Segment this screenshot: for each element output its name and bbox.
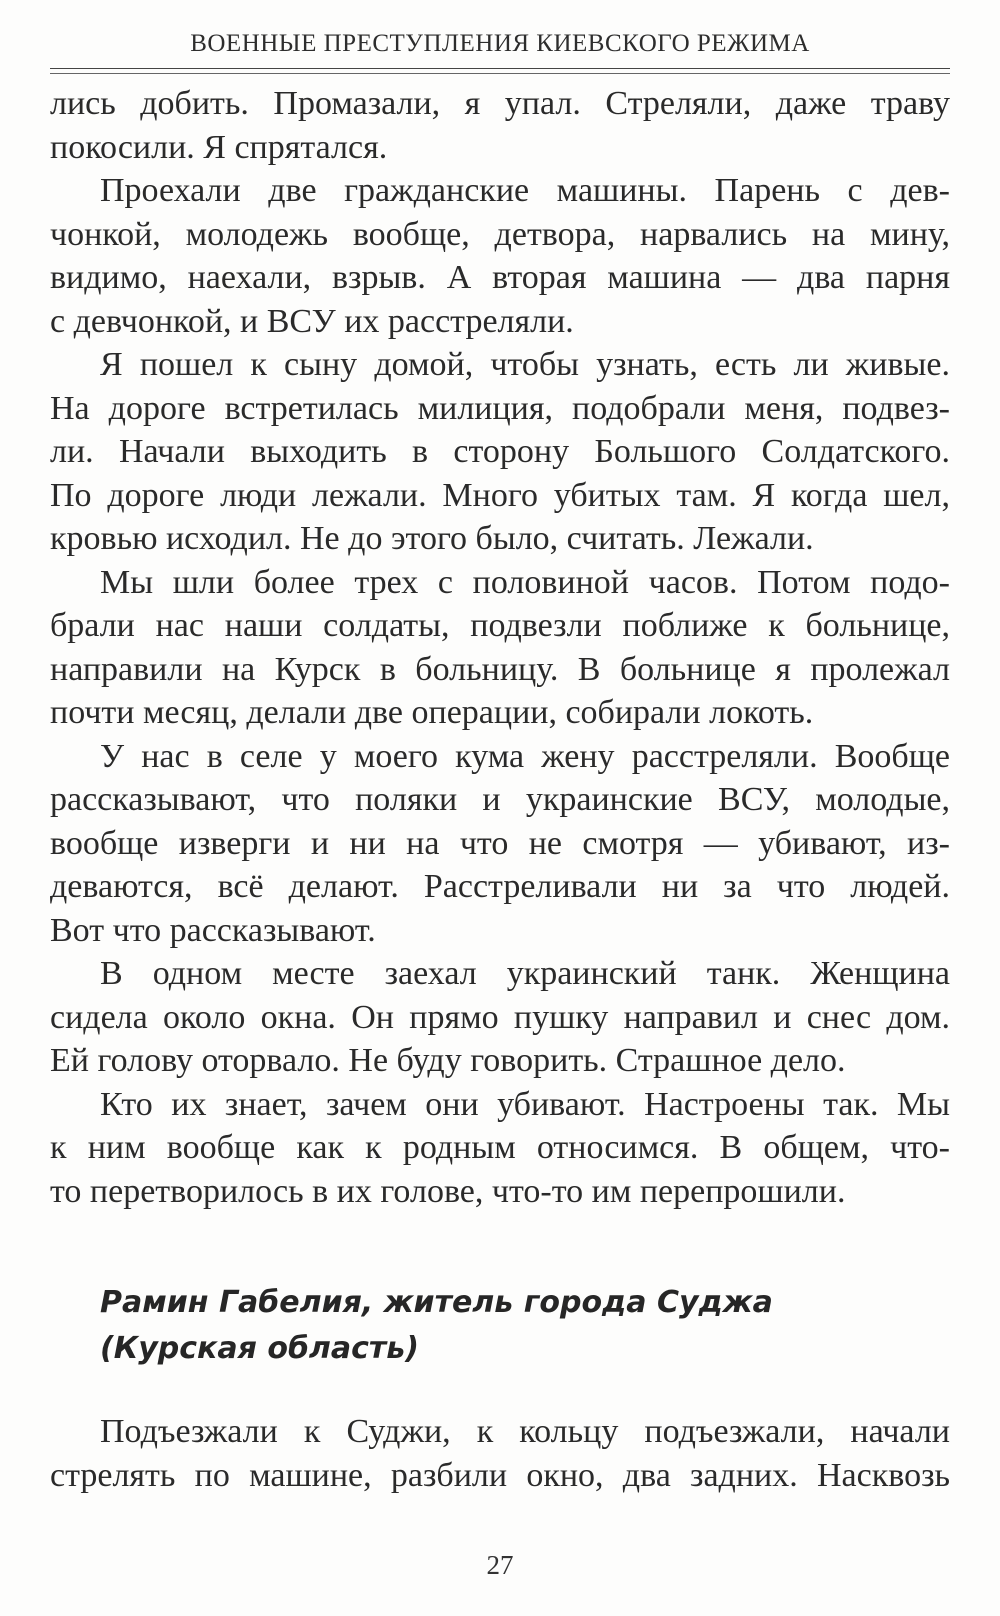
text-line: деваются, всё делают. Расстреливали ни за что людей. [50, 868, 950, 905]
section-heading-line: (Курская область) [100, 1331, 419, 1366]
page-number: 27 [486, 1550, 514, 1580]
text-line: ли. Начали выходить в сторону Большого Солдатского. [50, 433, 950, 470]
text-line: Мы шли более трех с половиной часов. Потом подо- [100, 563, 950, 601]
text-line: Я пошел к сыну домой, чтобы узнать, есть ли живые. [100, 346, 950, 383]
text-line: направили на Курск в больницу. В больнице я пролежал [50, 650, 950, 688]
text-line: Кто их знает, зачем они убивают. Настроены так. Мы [100, 1085, 950, 1123]
text-line: лись добить. Промазали, я упал. Стреляли, даже траву [50, 85, 950, 122]
text-line: В одном месте заехал украинский танк. Женщина [100, 955, 950, 992]
text-line: покосили. Я спрятался. [50, 128, 388, 166]
header-rule-secondary [50, 73, 950, 74]
section-heading [100, 1280, 950, 1372]
text-line: Ей голову оторвало. Не буду говорить. Страшное дело. [50, 1042, 846, 1079]
text-line: рассказывают, что поляки и украинские ВСУ, молодые, [50, 781, 950, 818]
text-line: По дороге люди лежали. Много убитых там. Я когда шел, [50, 476, 950, 514]
text-line: Вот что рассказывают. [50, 911, 376, 949]
text-line: стрелять по машине, разбили окно, два задних. Насквозь [50, 1456, 950, 1494]
text-line: кровью исходил. Не до этого было, считать. Лежали. [50, 520, 814, 557]
text-line: Подъезжали к Суджи, к кольцу подъезжали, начали [100, 1413, 950, 1450]
running-head: ВОЕННЫЕ ПРЕСТУПЛЕНИЯ КИЕВСКОГО РЕЖИМА [190, 30, 810, 57]
section-body-text [50, 1410, 950, 1497]
text-line: Проехали две гражданские машины. Парень с дев- [100, 172, 950, 209]
text-line: вообще изверги и ни на что не смотря — убивают, из- [50, 824, 950, 862]
text-line: чонкой, молодежь вообще, детвора, нарвались на мину, [50, 215, 950, 253]
text-line: то перетворилось в их голове, что-то им перепрошили. [50, 1172, 846, 1210]
section-heading-line: Рамин Габелия, житель города Суджа [100, 1285, 773, 1320]
text-line: с девчонкой, и ВСУ их расстреляли. [50, 302, 574, 340]
text-line: сидела около окна. Он прямо пушку направил и снес дом. [50, 998, 950, 1036]
header-rule [50, 68, 950, 69]
body-text [50, 82, 950, 1213]
text-line: На дороге встретилась милиция, подобрали меня, подвез- [50, 389, 950, 427]
text-line: брали нас наши солдаты, подвезли поближе к больнице, [50, 607, 950, 644]
text-line: У нас в селе у моего кума жену расстреляли. Вообще [100, 737, 950, 775]
text-line: почти месяц, делали две операции, собирали локоть. [50, 694, 814, 731]
text-line: к ним вообще как к родным относимся. В общем, что- [50, 1129, 950, 1166]
text-line: видимо, наехали, взрыв. А вторая машина — два парня [50, 259, 950, 296]
